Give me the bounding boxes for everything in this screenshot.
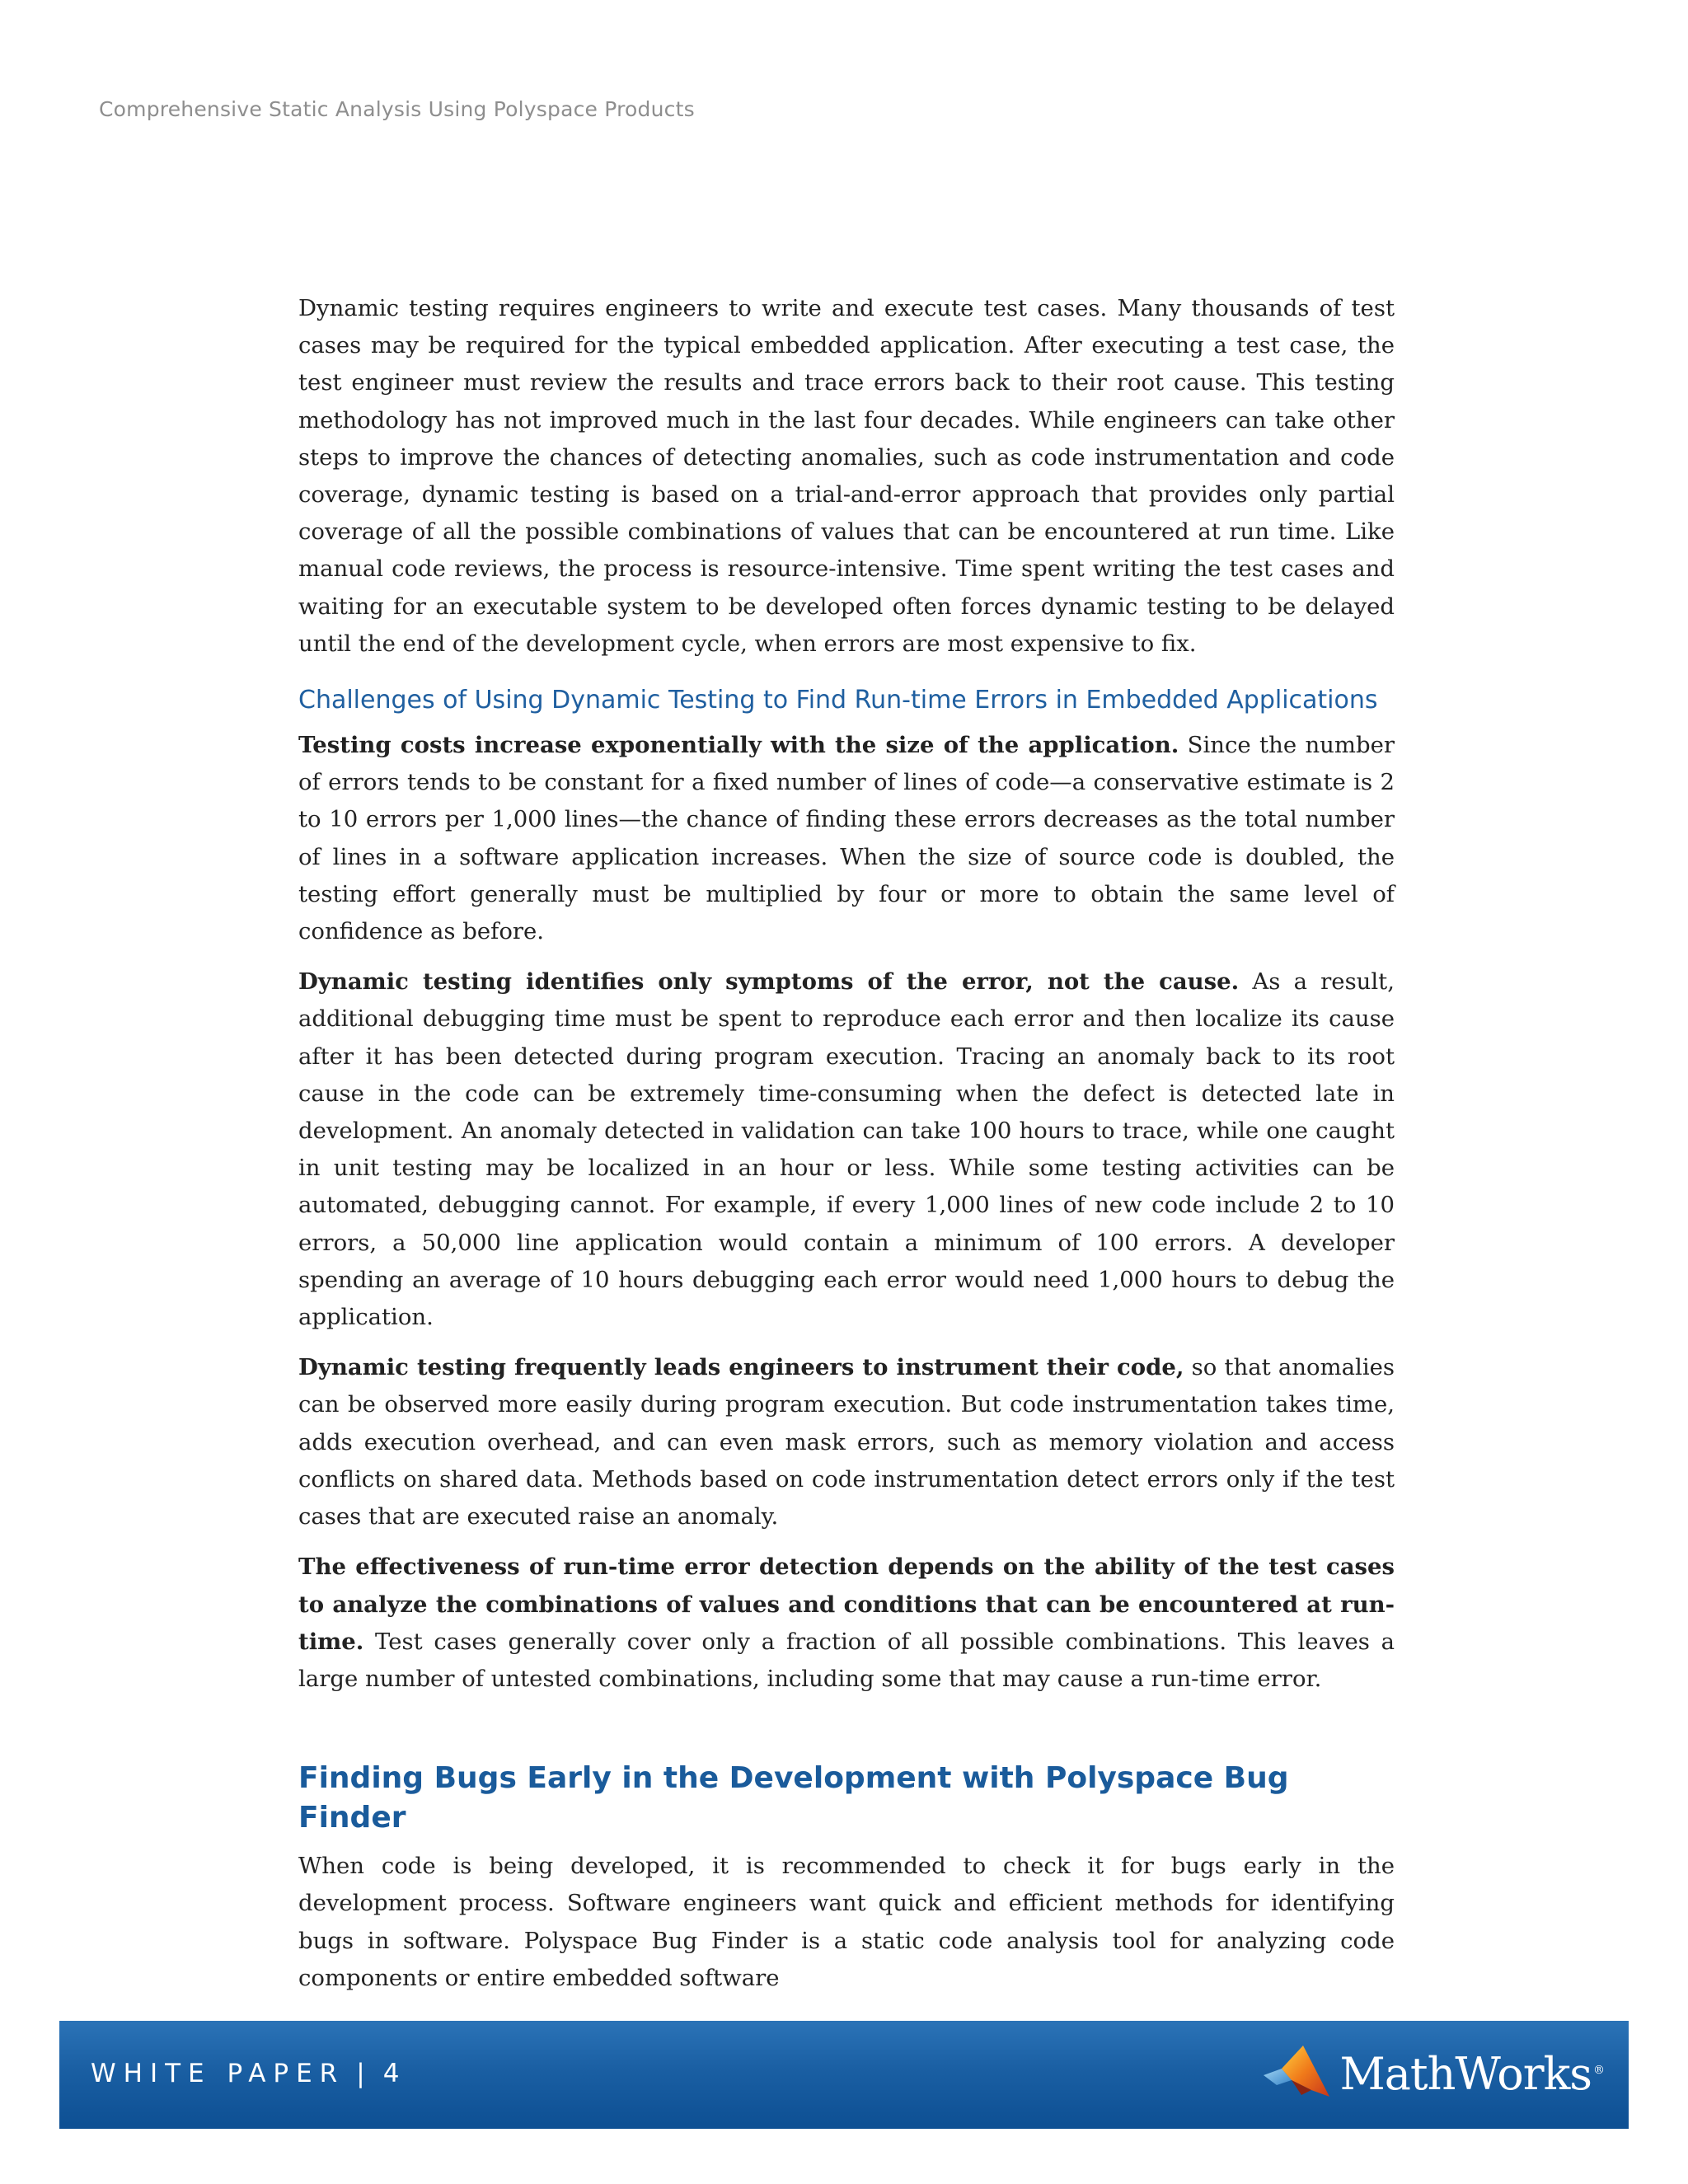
mathworks-logo (1262, 2041, 1604, 2107)
logo-wordmark (1339, 2048, 1604, 2100)
intro-paragraph: Dynamic testing requires engineers to write and execute test cases. Many thousands of test cases may be required for the typical embedded application. After executing a test case, the test engineer must review the results and trace errors back to their root cause. This testing methodology has not improved much in the last four decades. While engineers can take other steps to improve the chances of detecting anomalies, such as code instrumentation and code coverage, dynamic testing is based on a trial-and-error approach that provides only partial coverage of all the possible combinations of values that can be encountered at run time. Like manual code reviews, the process is resource-intensive. Time spent writing the test cases and waiting for an executable system to be developed often forces dynamic testing to be delayed until the end of the development cycle, when errors are most expensive to fix. (298, 295, 1395, 657)
challenge-text-4: Test cases generally cover only a fraction of all possible combinations. This leaves a large number of untested combinations, including some that may cause a run-time error. (298, 1628, 1395, 1692)
challenge-lead-4: The effectiveness of run-time error detection depends on the ability of the test cases to analyze the combinations of values and conditions that can be encountered at run-time. (298, 1554, 1395, 1655)
challenge-lead-1: Testing costs increase exponentially with the size of the application. (298, 732, 1179, 759)
footer-separator: | (356, 2059, 365, 2088)
section-heading: Finding Bugs Early in the Development with Polyspace Bug Finder (298, 1761, 1289, 1835)
challenge-paragraph-4 (298, 1549, 1395, 1698)
challenge-lead-2: Dynamic testing identifies only symptoms of the error, not the cause. (298, 968, 1240, 996)
page-number: 4 (382, 2059, 407, 2088)
registered-mark: ® (1593, 2063, 1604, 2077)
section-paragraph: When code is being developed, it is recommended to check it for bugs early in the development process. Software engineers want quick and efficient methods for identifying bugs in software. Polyspace Bug Finder is a static code analysis tool for analyzing code components or entire embedded software (298, 1853, 1395, 1991)
challenge-lead-3: Dynamic testing frequently leads engineers to instrument their code, (298, 1354, 1184, 1381)
challenge-paragraph-3 (298, 1349, 1395, 1535)
running-header-title: Comprehensive Static Analysis Using Polyspace Products (99, 97, 695, 121)
membrane-logo-icon (1262, 2044, 1331, 2103)
challenge-paragraph-1 (298, 727, 1395, 950)
challenges-subheading: Challenges of Using Dynamic Testing to Find Run-time Errors in Embedded Applications (298, 686, 1378, 715)
white-paper-label: WHITE PAPER (91, 2059, 345, 2088)
challenge-paragraph-2 (298, 963, 1395, 1336)
logo-text: MathWorks (1339, 2047, 1592, 2100)
challenge-text-2: As a result, additional debugging time must be spent to reproduce each error and then localize its cause after it has been detected during program execution. Tracing an anomaly back to its root cause in the code can be extremely time-consuming when the defect is detected late in development. An anomaly detected in validation can take 100 hours to trace, while one caught in unit testing may be localized in an hour or less. While some testing activities can be automated, debugging cannot. For example, if every 1,000 lines of new code include 2 to 10 errors, a 50,000 line application would contain a minimum of 100 errors. A developer spending an average of 10 hours debugging each error would need 1,000 hours to debug the application. (298, 968, 1395, 1331)
footer-band (59, 2021, 1629, 2129)
challenge-text-1: Since the number of errors tends to be constant for a fixed number of lines of code—a conservative estimate is 2 to 10 errors per 1,000 lines—the chance of finding these errors decreases as the total number of lines in a software application increases. When the size of source code is doubled, the testing effort generally must be multiplied by four or more to obtain the same level of confidence as before. (298, 732, 1395, 945)
challenge-text-3: so that anomalies can be observed more easily during program execution. But code instrumentation takes time, adds execution overhead, and can even mask errors, such as memory violation and access conflicts on shared data. Methods based on code instrumentation detect errors only if the test cases that are executed raise an anomaly. (298, 1354, 1395, 1530)
footer-label (91, 2059, 406, 2088)
main-content (298, 290, 1395, 2010)
